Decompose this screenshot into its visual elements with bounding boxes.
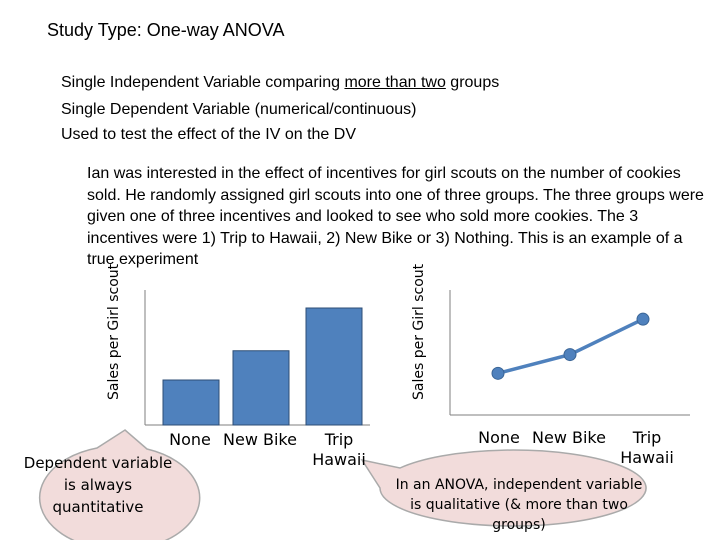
line-point-0 [492,367,504,379]
callout-left-text: Dependent variable is always quantitative [23,454,173,516]
bullet-purpose: Used to test the effect of the IV on the DV [61,126,356,143]
bullet-1-underlined: more than two [344,74,446,91]
bar-chart-y-axis-label: Sales per Girl scout [106,263,122,400]
bar-chart-x-tick-label: New Bike [223,430,297,449]
line-chart-x-tick-label: New Bike [532,428,606,447]
bullet-dependent-variable: Single Dependent Variable (numerical/continuous) [61,101,417,118]
bar-chart-x-tick-label: None [169,430,211,449]
line-chart-x-tick-label: Trip Hawaii [620,428,674,467]
bullet-1-suffix: groups [445,74,500,91]
bar-1 [233,351,289,425]
line-chart-x-tick-label: None [478,428,520,447]
bar-chart-x-tick-label: Trip Hawaii [312,430,366,469]
series-line [498,319,643,373]
line-chart-y-axis-label: Sales per Girl scout [411,263,427,400]
bar-2 [306,308,362,425]
callout-right-text: In an ANOVA, independent variable is qualitative (& more than two groups) [395,477,643,533]
bar-0 [163,380,219,425]
line-point-1 [564,349,576,361]
line-point-2 [637,313,649,325]
example-paragraph: Ian was interested in the effect of incentives for girl scouts on the number of cookies sold. He randomly assigned girl scouts into one of three groups. The three groups were given one of three incentives and looked to see who sold more cookies. The 3 incentives were 1) Trip to Hawaii, 2) New Bike or 3) Nothing. This is an example of a true experiment [87,165,704,268]
slide-title: Study Type: One-way ANOVA [47,20,285,40]
bullet-1-text: Single Independent Variable comparing [61,74,345,91]
